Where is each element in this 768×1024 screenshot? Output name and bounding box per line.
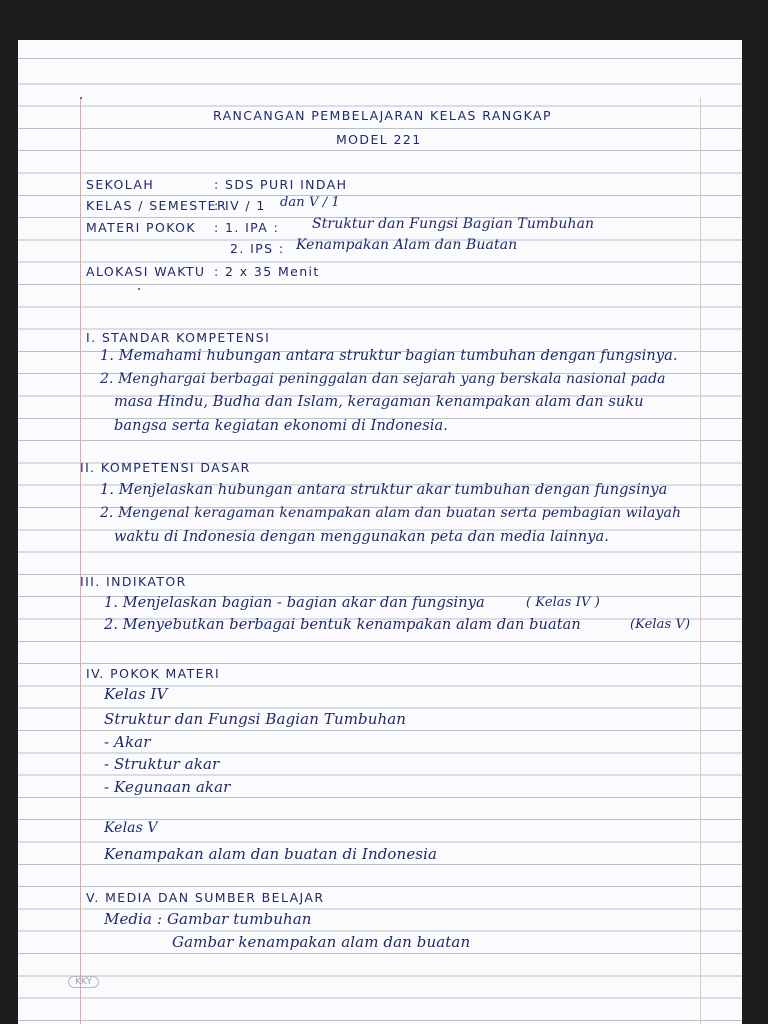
kelas-value: : IV / 1	[214, 198, 266, 213]
sk-item-2c: bangsa serta kegiatan ekonomi di Indonesia.	[114, 418, 448, 434]
brand-stamp: KKY	[68, 976, 99, 988]
kd-item-2a: 2. Mengenal keragaman kenampakan alam dan buatan serta pembagian wilayah	[100, 505, 682, 521]
indikator-item-1: 1. Menjelaskan bagian - bagian akar dan fungsinya	[104, 595, 485, 611]
media-item-2: Gambar kenampakan alam dan buatan	[172, 933, 471, 951]
sekolah-label: SEKOLAH	[86, 177, 155, 192]
section-heading-kd: II. KOMPETENSI DASAR	[80, 460, 251, 475]
indikator-item-2: 2. Menyebutkan berbagai bentuk kenampakan alam dan buatan	[104, 617, 581, 633]
section-heading-media: V. MEDIA DAN SUMBER BELAJAR	[86, 890, 325, 905]
pokok-kelas-5: Kelas V	[104, 820, 158, 836]
indikator-tag-2: (Kelas V)	[630, 617, 691, 632]
kd-item-1: 1. Menjelaskan hubungan antara struktur akar tumbuhan dengan fungsinya	[100, 482, 668, 498]
materi-prefix-1: : 1. IPA :	[214, 220, 280, 235]
pokok-kelas-4: Kelas IV	[104, 685, 168, 703]
alokasi-label: ALOKASI WAKTU	[86, 264, 206, 279]
pokok-bullet-3: - Kegunaan akar	[104, 778, 231, 796]
materi-label: MATERI POKOK	[86, 220, 196, 235]
sk-item-2b: masa Hindu, Budha dan Islam, keragaman kenampakan alam dan suku	[114, 394, 644, 410]
sk-item-1: 1. Memahami hubungan antara struktur bagian tumbuhan dengan fungsinya.	[100, 348, 678, 364]
ink-dot	[138, 288, 140, 290]
pokok-kelas-5-topic: Kenampakan alam dan buatan di Indonesia	[104, 845, 438, 863]
alokasi-value: : 2 x 35 Menit	[214, 264, 320, 279]
materi-value-1: Struktur dan Fungsi Bagian Tumbuhan	[312, 216, 595, 232]
pokok-kelas-4-topic: Struktur dan Fungsi Bagian Tumbuhan	[104, 710, 407, 728]
right-margin-line	[700, 98, 701, 1024]
sk-item-2a: 2. Menghargai berbagai peninggalan dan sejarah yang berskala nasional pada	[100, 371, 666, 387]
kelas-label: KELAS / SEMESTER	[86, 198, 228, 213]
sekolah-value: : SDS PURI INDAH	[214, 177, 348, 192]
document-subtitle: MODEL 221	[336, 132, 422, 147]
media-item-1: Media : Gambar tumbuhan	[104, 910, 312, 928]
margin-line	[80, 98, 81, 1024]
pokok-bullet-2: - Struktur akar	[104, 755, 220, 773]
kd-item-2b: waktu di Indonesia dengan menggunakan peta dan media lainnya.	[114, 529, 609, 545]
ink-dot	[80, 97, 82, 99]
materi-prefix-2: 2. IPS :	[230, 241, 285, 256]
notebook-page	[18, 40, 742, 1024]
section-heading-indikator: III. INDIKATOR	[80, 574, 187, 589]
document-title: RANCANGAN PEMBELAJARAN KELAS RANGKAP	[213, 108, 552, 123]
materi-value-2: Kenampakan Alam dan Buatan	[296, 237, 518, 253]
section-heading-pokok: IV. POKOK MATERI	[86, 666, 221, 681]
indikator-tag-1: ( Kelas IV )	[526, 595, 600, 610]
section-heading-sk: I. STANDAR KOMPETENSI	[86, 330, 271, 345]
kelas-value-2: dan V / 1	[280, 195, 340, 210]
pokok-bullet-1: - Akar	[104, 733, 151, 751]
